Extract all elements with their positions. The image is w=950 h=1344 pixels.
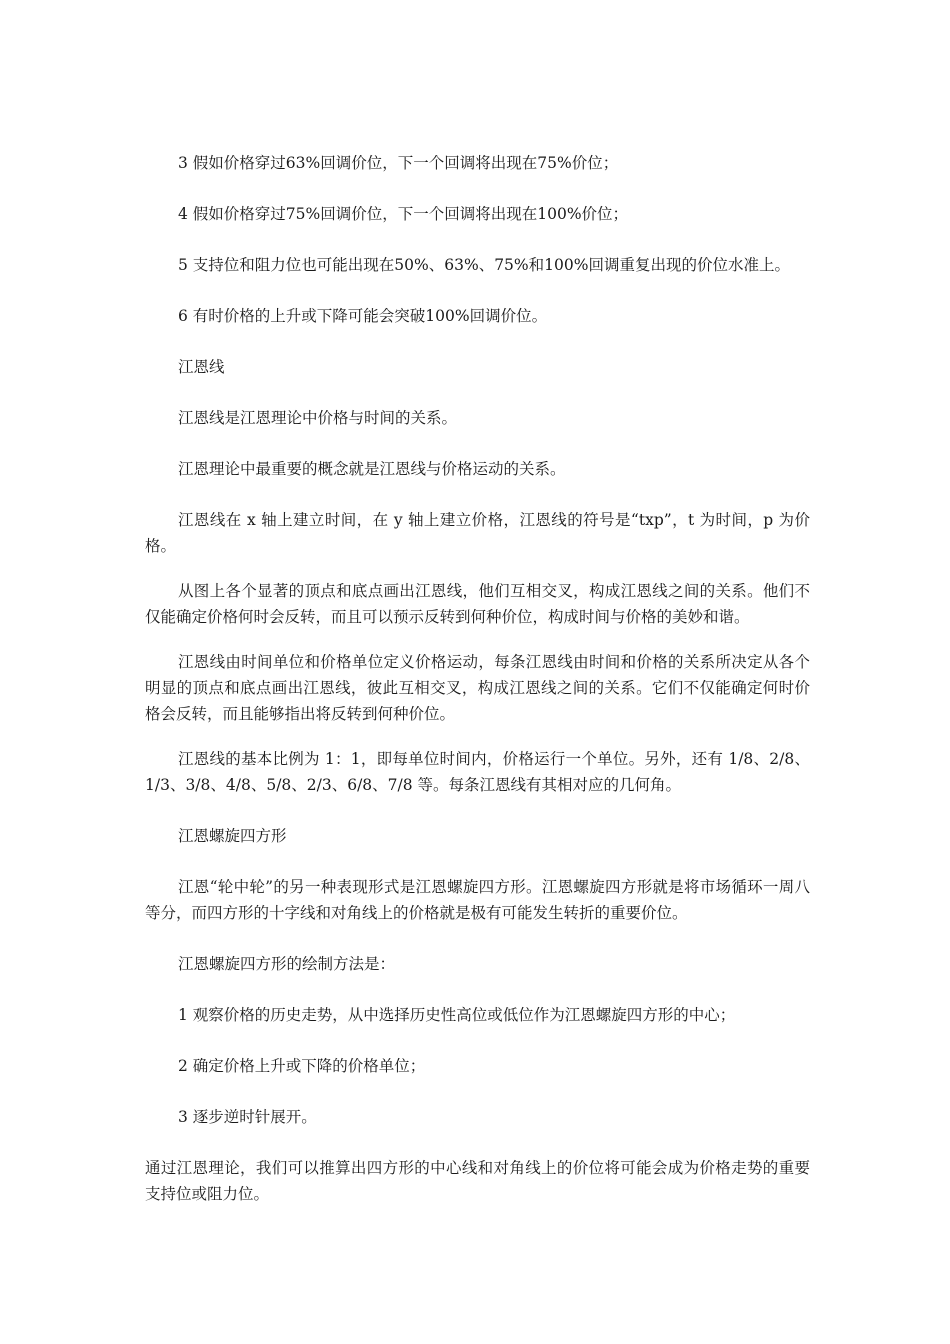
paragraph-gann-line-units: 江恩线由时间单位和价格单位定义价格运动，每条江恩线由时间和价格的关系所决定从各个明显的顶点和底点画出江恩线，彼此互相交叉，构成江恩线之间的关系。它们不仅能确定何时价格会反转，而且能够指出将反转到何种价位。 xyxy=(145,653,810,723)
paragraph-gann-line-concept: 江恩理论中最重要的概念就是江恩线与价格运动的关系。 xyxy=(178,460,566,478)
paragraph-rule-4: 4 假如价格穿过75%回调价位，下一个回调将出现在100%价位； xyxy=(178,205,629,223)
section-heading-gann-line: 江恩线 xyxy=(178,358,225,376)
paragraph-step-2: 2 确定价格上升或下降的价格单位； xyxy=(178,1057,426,1075)
paragraph-gann-square-method: 江恩螺旋四方形的绘制方法是： xyxy=(178,955,396,973)
paragraph-gann-line-definition: 江恩线是江恩理论中价格与时间的关系。 xyxy=(178,409,458,427)
paragraph-rule-3: 3 假如价格穿过63%回调价位，下一个回调将出现在75%价位； xyxy=(178,154,619,172)
section-heading-gann-square: 江恩螺旋四方形 xyxy=(178,827,287,845)
paragraph-gann-square-definition: 江恩“轮中轮”的另一种表现形式是江恩螺旋四方形。江恩螺旋四方形就是将市场循环一周八等分，而四方形的十字线和对角线上的价格就是极有可能发生转折的重要价位。 xyxy=(145,878,810,922)
paragraph-gann-line-axes: 江恩线在 x 轴上建立时间，在 y 轴上建立价格，江恩线的符号是“txp”，t 为时间，p 为价格。 xyxy=(145,511,810,555)
document-page xyxy=(145,150,810,1207)
paragraph-rule-5: 5 支持位和阻力位也可能出现在50%、63%、75%和100%回调重复出现的价位水准上。 xyxy=(178,256,790,274)
paragraph-gann-line-ratios: 江恩线的基本比例为 1：1，即每单位时间内，价格运行一个单位。另外，还有 1/8、2/8、1/3、3/8、4/8、5/8、2/3、6/8、7/8 等。每条江恩线有其相对应的几何角。 xyxy=(145,750,810,794)
paragraph-step-3: 3 逐步逆时针展开。 xyxy=(178,1108,317,1126)
paragraph-gann-line-drawing: 从图上各个显著的顶点和底点画出江恩线，他们互相交叉，构成江恩线之间的关系。他们不仅能确定价格何时会反转，而且可以预示反转到何种价位，构成时间与价格的美妙和谐。 xyxy=(145,582,810,626)
paragraph-step-1: 1 观察价格的历史走势，从中选择历史性高位或低位作为江恩螺旋四方形的中心； xyxy=(178,1006,736,1024)
paragraph-conclusion: 通过江恩理论，我们可以推算出四方形的中心线和对角线上的价位将可能会成为价格走势的重要支持位或阻力位。 xyxy=(145,1159,810,1203)
paragraph-rule-6: 6 有时价格的上升或下降可能会突破100%回调价位。 xyxy=(178,307,548,325)
